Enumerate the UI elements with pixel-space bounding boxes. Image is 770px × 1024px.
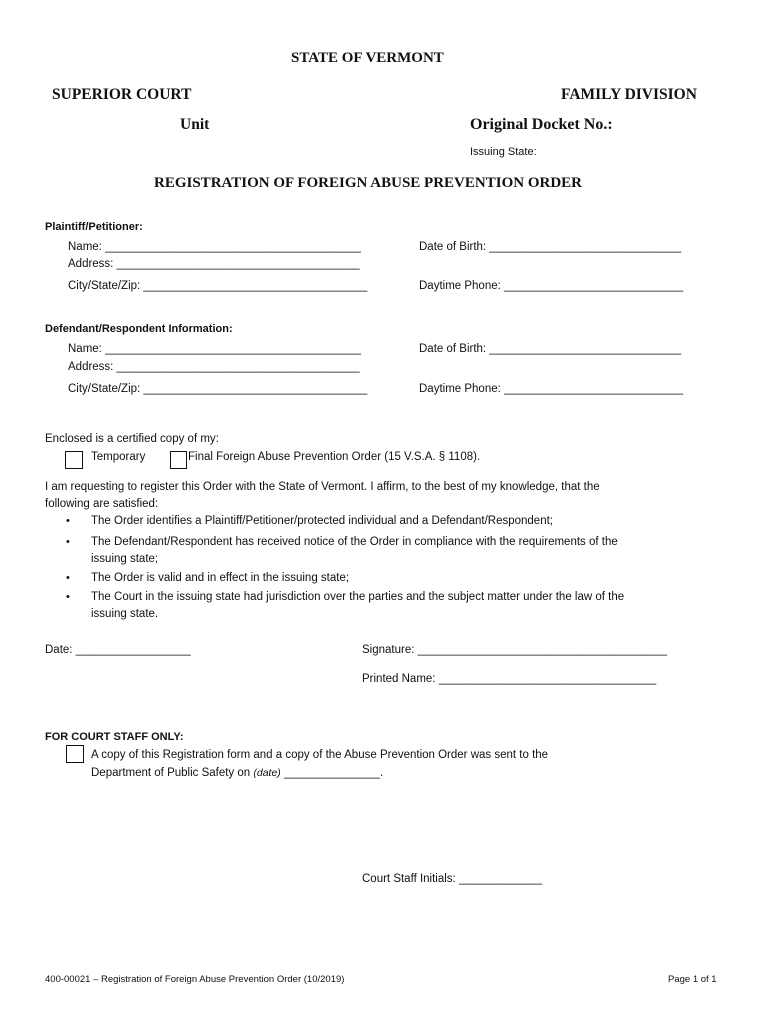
defendant-heading: Defendant/Respondent Information: <box>45 323 233 335</box>
form-number-footer: 400-00021 – Registration of Foreign Abuse Prevention Order (10/2019) <box>45 974 345 985</box>
defendant-name-field[interactable]: Name: ________________________________________ <box>68 343 361 355</box>
temporary-label: Temporary <box>91 451 146 463</box>
affirm-line-1: I am requesting to register this Order with the State of Vermont. I affirm, to the best of my knowledge, that the <box>45 481 600 493</box>
issuing-state-label: Issuing State: <box>470 146 537 158</box>
staff-line-1: A copy of this Registration form and a copy of the Abuse Prevention Order was sent to the <box>91 749 549 761</box>
final-order-checkbox[interactable] <box>170 451 187 469</box>
bullet-item-4: The Court in the issuing state had jurisdiction over the parties and the subject matter under the law of the <box>91 591 625 603</box>
defendant-phone-field[interactable]: Daytime Phone: ____________________________ <box>419 383 684 395</box>
signature-field[interactable]: Signature: _______________________________________ <box>362 644 668 656</box>
affirm-line-2: following are satisfied: <box>45 498 159 510</box>
page-number: Page 1 of 1 <box>668 974 717 985</box>
dps-sent-checkbox[interactable] <box>66 745 84 763</box>
bullet-item-2-cont: issuing state; <box>91 553 159 565</box>
bullet-item-3: The Order is valid and in effect in the issuing state; <box>91 572 350 584</box>
bullet-dot: • <box>66 515 70 527</box>
plaintiff-city-field[interactable]: City/State/Zip: ___________________________________ <box>68 280 368 292</box>
plaintiff-name-field[interactable]: Name: ________________________________________ <box>68 241 361 253</box>
staff-line-2-text: Department of Public Safety on <box>91 767 254 779</box>
defendant-dob-field[interactable]: Date of Birth: ______________________________ <box>419 343 682 355</box>
dps-date-blank[interactable]: _______________. <box>280 767 384 779</box>
date-field[interactable]: Date: __________________ <box>45 644 191 656</box>
division-heading: FAMILY DIVISION <box>561 86 697 103</box>
docket-label: Original Docket No.: <box>470 116 613 133</box>
court-staff-heading: FOR COURT STAFF ONLY: <box>45 731 184 743</box>
unit-label: Unit <box>180 116 210 133</box>
bullet-item-4-cont: issuing state. <box>91 608 159 620</box>
staff-initials-field[interactable]: Court Staff Initials: _____________ <box>362 873 543 885</box>
bullet-item-1: The Order identifies a Plaintiff/Petitioner/protected individual and a Defendant/Respondent; <box>91 515 553 527</box>
court-heading: SUPERIOR COURT <box>52 86 192 103</box>
date-hint: (date) <box>253 767 281 779</box>
temporary-checkbox[interactable] <box>65 451 83 469</box>
bullet-item-2: The Defendant/Respondent has received notice of the Order in compliance with the requirements of the <box>91 536 618 548</box>
defendant-address-field[interactable]: Address: ______________________________________ <box>68 361 360 373</box>
form-title: REGISTRATION OF FOREIGN ABUSE PREVENTION ORDER <box>154 175 582 191</box>
state-heading: STATE OF VERMONT <box>291 50 444 66</box>
defendant-city-field[interactable]: City/State/Zip: ___________________________________ <box>68 383 368 395</box>
plaintiff-dob-field[interactable]: Date of Birth: ______________________________ <box>419 241 682 253</box>
plaintiff-heading: Plaintiff/Petitioner: <box>45 221 143 233</box>
plaintiff-phone-field[interactable]: Daytime Phone: ____________________________ <box>419 280 684 292</box>
plaintiff-address-field[interactable]: Address: ______________________________________ <box>68 258 360 270</box>
final-order-label: Final Foreign Abuse Prevention Order (15 V.S.A. § 1108). <box>188 451 481 463</box>
bullet-dot: • <box>66 591 70 603</box>
printed-name-field[interactable]: Printed Name: __________________________________ <box>362 673 657 685</box>
enclosed-intro: Enclosed is a certified copy of my: <box>45 433 219 445</box>
bullet-dot: • <box>66 572 70 584</box>
staff-line-2[interactable] <box>91 767 383 779</box>
bullet-dot: • <box>66 536 70 548</box>
